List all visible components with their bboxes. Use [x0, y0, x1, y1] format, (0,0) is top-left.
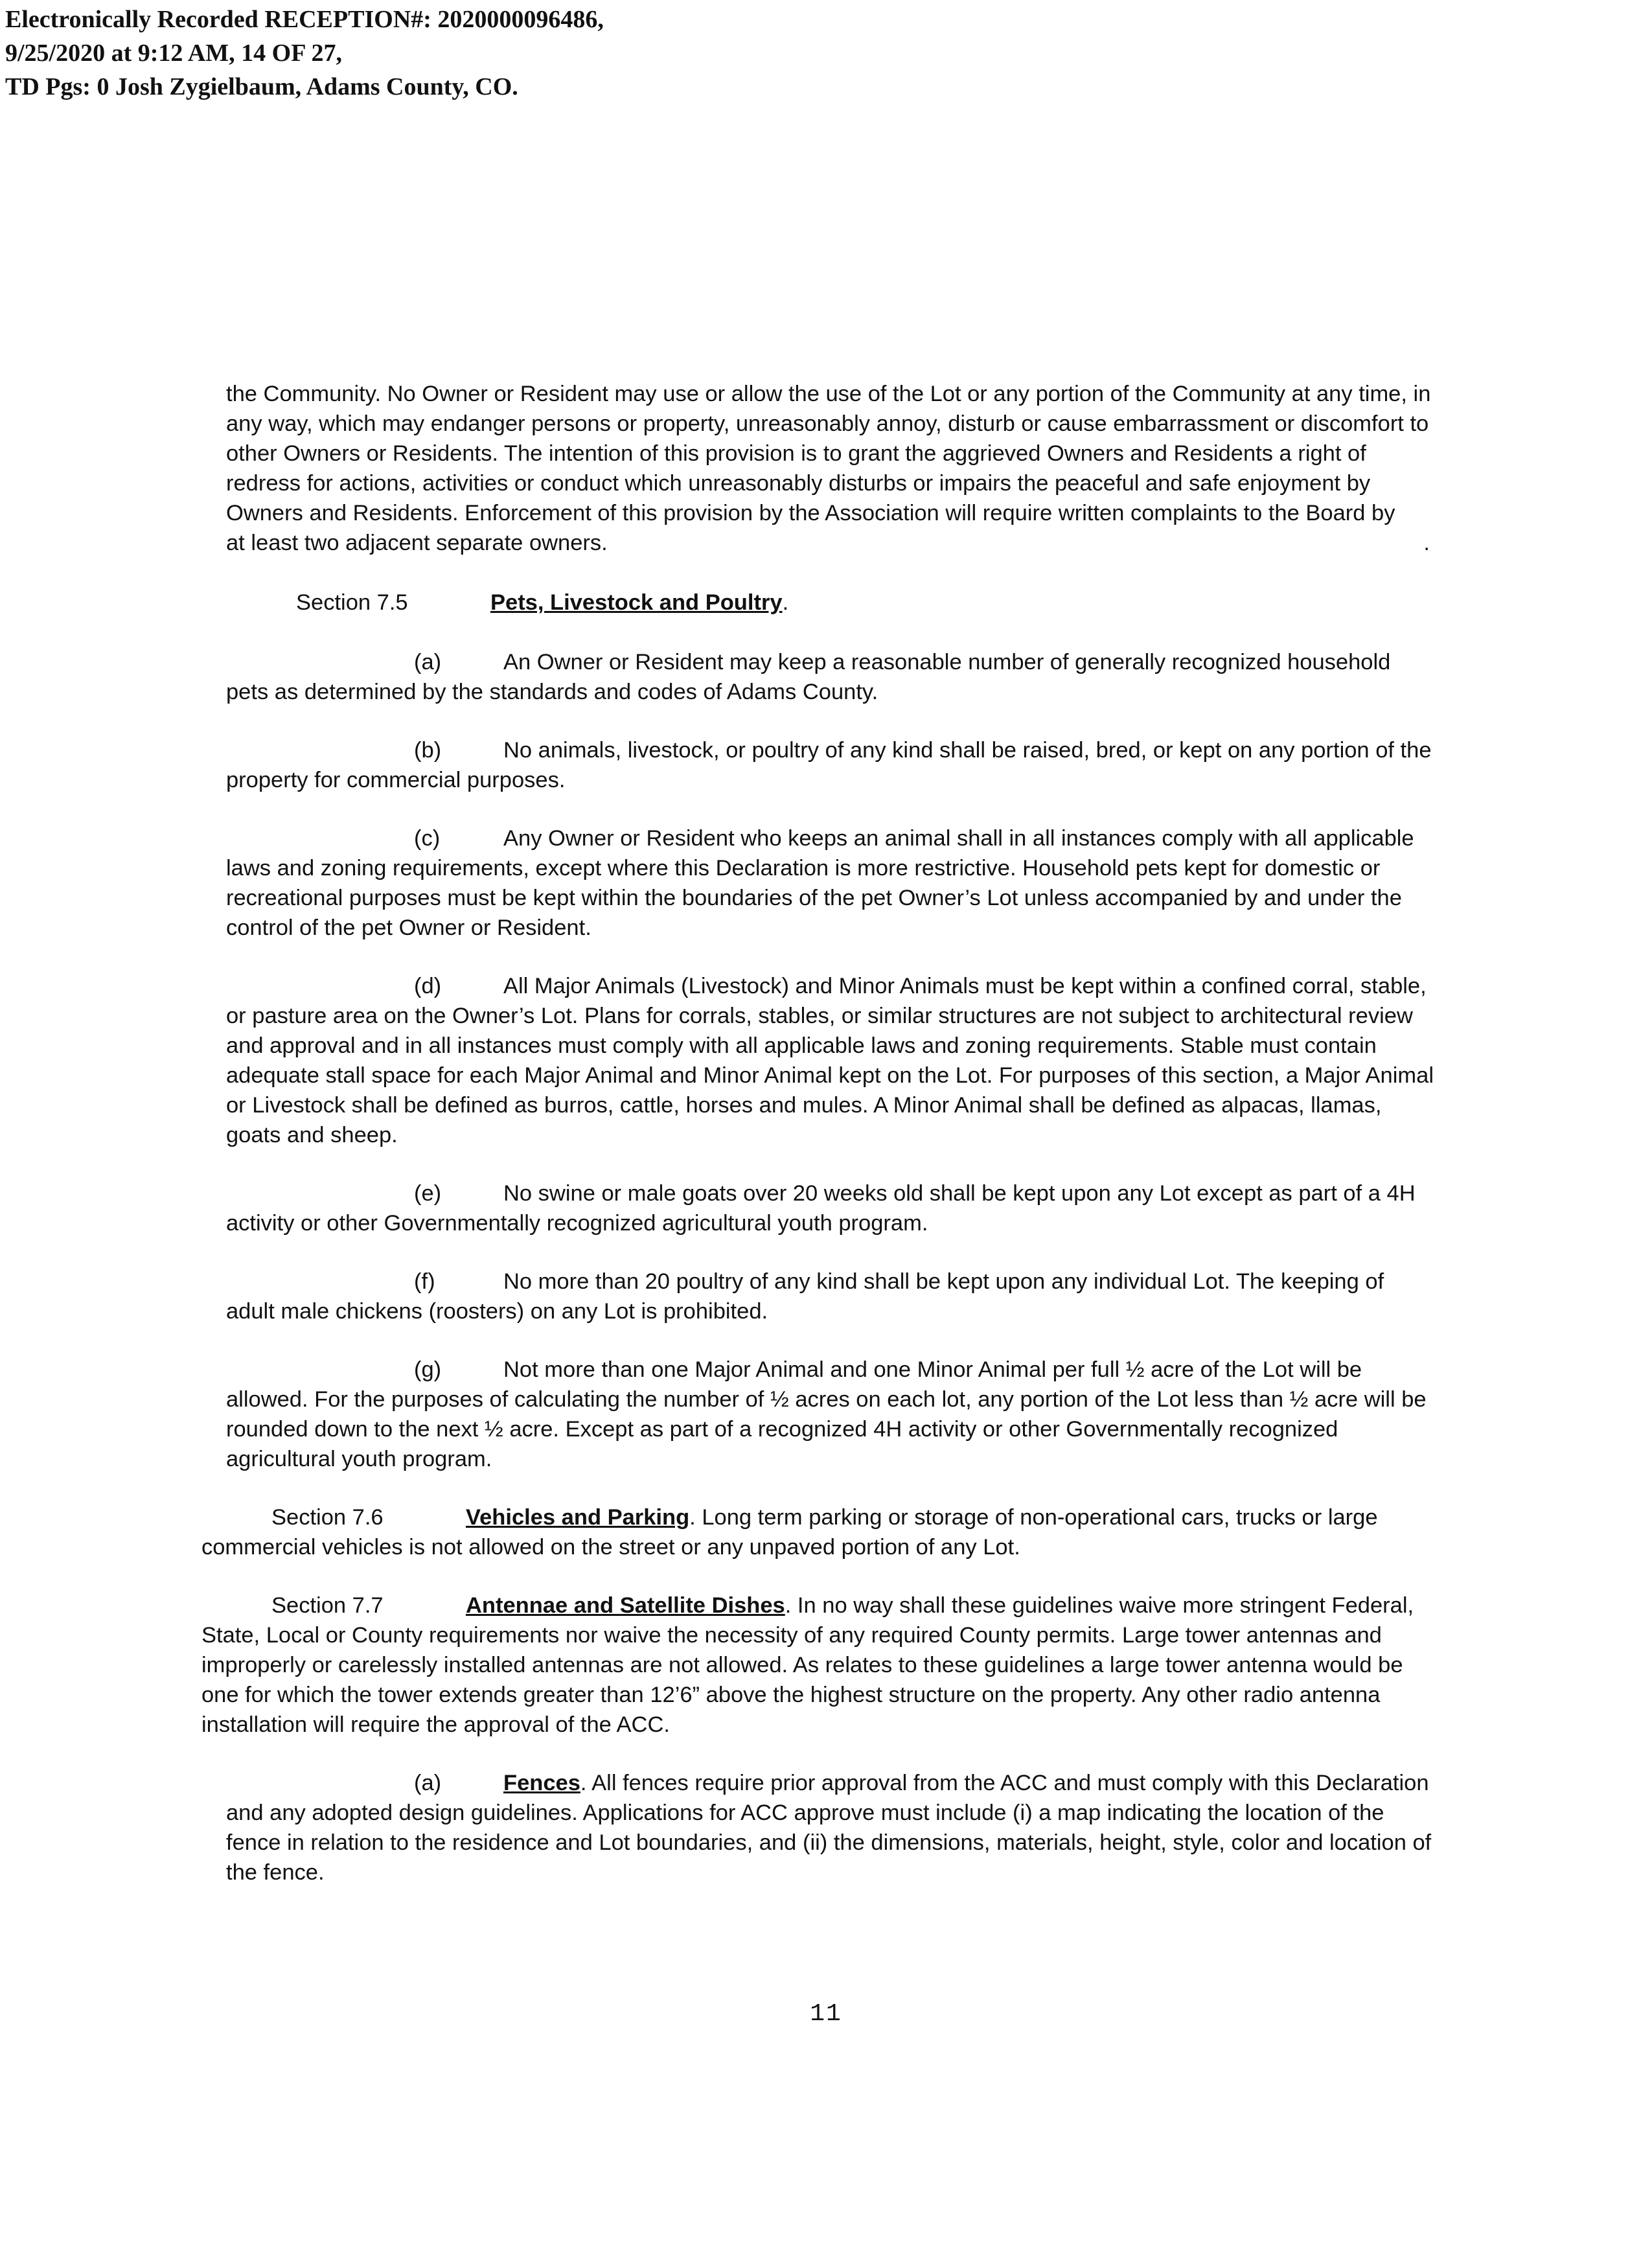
section-title-end: .	[782, 590, 789, 615]
section-title: Pets, Livestock and Poultry	[490, 590, 783, 615]
item-text: All Major Animals (Livestock) and Minor Animals must be kept within a confined corral, stable, or pasture area on the Owner’s Lot. Plans for corrals, stables, or similar structures are not subject to architectural review and approval and in all instances must comply with all applicable laws and zoning requirements. Stable must contain adequate stall space for each Major Animal and Minor Animal kept on the Lot. For purposes of this section, a Major Animal or Livestock shall be defined as burros, cattle, horses and mules. A Minor Animal shall be defined as alpacas, llamas, goats and sheep.	[226, 974, 1434, 1147]
item-text: An Owner or Resident may keep a reasonable number of generally recognized household pets as determined by the standards and codes of Adams County.	[226, 650, 1391, 704]
item-a	[226, 647, 1438, 707]
item-label: (a)	[414, 1771, 442, 1795]
section-7-6	[201, 1502, 1438, 1562]
item-label: (a)	[414, 650, 442, 674]
document-body	[201, 379, 1438, 1887]
section-text: . Long term parking or storage of non-operational cars, trucks or large commercial vehicles is not allowed on the street or any unpaved portion of any Lot.	[201, 1505, 1378, 1560]
item-text: Not more than one Major Animal and one Minor Animal per full ½ acre of the Lot will be allowed. For the purposes of calculating the number of ½ acres on each lot, any portion of the Lot less than ½ acre will be rounded down to the next ½ acre. Except as part of a recognized 4H activity or other Governmentally recognized agricultural youth program.	[226, 1357, 1427, 1471]
recording-stamp	[5, 3, 604, 104]
item-label: (b)	[414, 738, 442, 763]
section-7-7	[201, 1591, 1438, 1740]
section-7-5-heading	[226, 588, 1438, 617]
item-f	[226, 1267, 1438, 1326]
item-e	[226, 1179, 1438, 1238]
section-number: Section 7.7	[271, 1593, 384, 1618]
item-text: No more than 20 poultry of any kind shall be kept upon any individual Lot. The keeping of adult male chickens (roosters) on any Lot is prohibited.	[226, 1269, 1384, 1324]
item-label: (e)	[414, 1181, 442, 1206]
intro-text: the Community. No Owner or Resident may use or allow the use of the Lot or any portion of the Community at any time, in any way, which may endanger persons or property, unreasonably annoy, disturb or cause embarrassment or discomfort to other Owners or Residents. The intention of this provision is to grant the aggrieved Owners and Residents a right of redress for actions, activities or conduct which unreasonably disturbs or impairs the peaceful and safe enjoyment by Owners and Residents. Enforcement of this provision by the Association will require written complaints to the Board by	[226, 382, 1431, 525]
section-text: . In no way shall these guidelines waive more stringent Federal, State, Local or County requirements nor waive the necessity of any required County permits. Large tower antennas and improperly or carelessly installed antennas are not allowed. As relates to these guidelines a large tower antenna would be one for which the tower extends greater than 12’6” above the highest structure on the property. Any other radio antenna installation will require the approval of the ACC.	[201, 1593, 1414, 1737]
item-text: Any Owner or Resident who keeps an animal shall in all instances comply with all applicable laws and zoning requirements, except where this Declaration is more restrictive. Household pets kept for domestic or recreational purposes must be kept within the boundaries of the pet Owner’s Lot unless accompanied by and under the control of the pet Owner or Resident.	[226, 826, 1414, 940]
section-title: Vehicles and Parking	[466, 1505, 690, 1530]
intro-last-line-text: at least two adjacent separate owners.	[226, 531, 608, 555]
stamp-line-3: TD Pgs: 0 Josh Zygielbaum, Adams County, CO.	[5, 73, 518, 100]
item-g	[226, 1355, 1438, 1474]
item-label: (f)	[414, 1269, 435, 1294]
stamp-line-2: 9/25/2020 at 9:12 AM, 14 OF 27,	[5, 40, 342, 67]
item-b	[226, 735, 1438, 795]
item-label: (c)	[414, 826, 441, 851]
item-c	[226, 823, 1438, 943]
fences-title: Fences	[503, 1771, 580, 1795]
page-number: 11	[810, 2000, 842, 2028]
stamp-line-1: Electronically Recorded RECEPTION#: 2020000096486,	[5, 6, 604, 33]
intro-last-line	[226, 528, 1438, 558]
item-text: No animals, livestock, or poultry of any kind shall be raised, bred, or kept on any portion of the property for commercial purposes.	[226, 738, 1432, 792]
stray-mark: .	[1423, 531, 1430, 555]
intro-paragraph	[226, 379, 1438, 558]
item-label: (d)	[414, 974, 442, 998]
fences-item	[226, 1768, 1438, 1887]
section-title: Antennae and Satellite Dishes	[466, 1593, 785, 1618]
item-text: No swine or male goats over 20 weeks old shall be kept upon any Lot except as part of a 4H activity or other Governmentally recognized agricultural youth program.	[226, 1181, 1416, 1236]
item-d	[226, 971, 1438, 1150]
fences-text: . All fences require prior approval from the ACC and must comply with this Declaration and any adopted design guidelines. Applications for ACC approve must include (i) a map indicating the location of the fence in relation to the residence and Lot boundaries, and (ii) the dimensions, materials, height, style, color and location of the fence.	[226, 1771, 1432, 1885]
section-number: Section 7.6	[271, 1505, 384, 1530]
item-label: (g)	[414, 1357, 442, 1382]
section-number: Section 7.5	[296, 590, 408, 615]
